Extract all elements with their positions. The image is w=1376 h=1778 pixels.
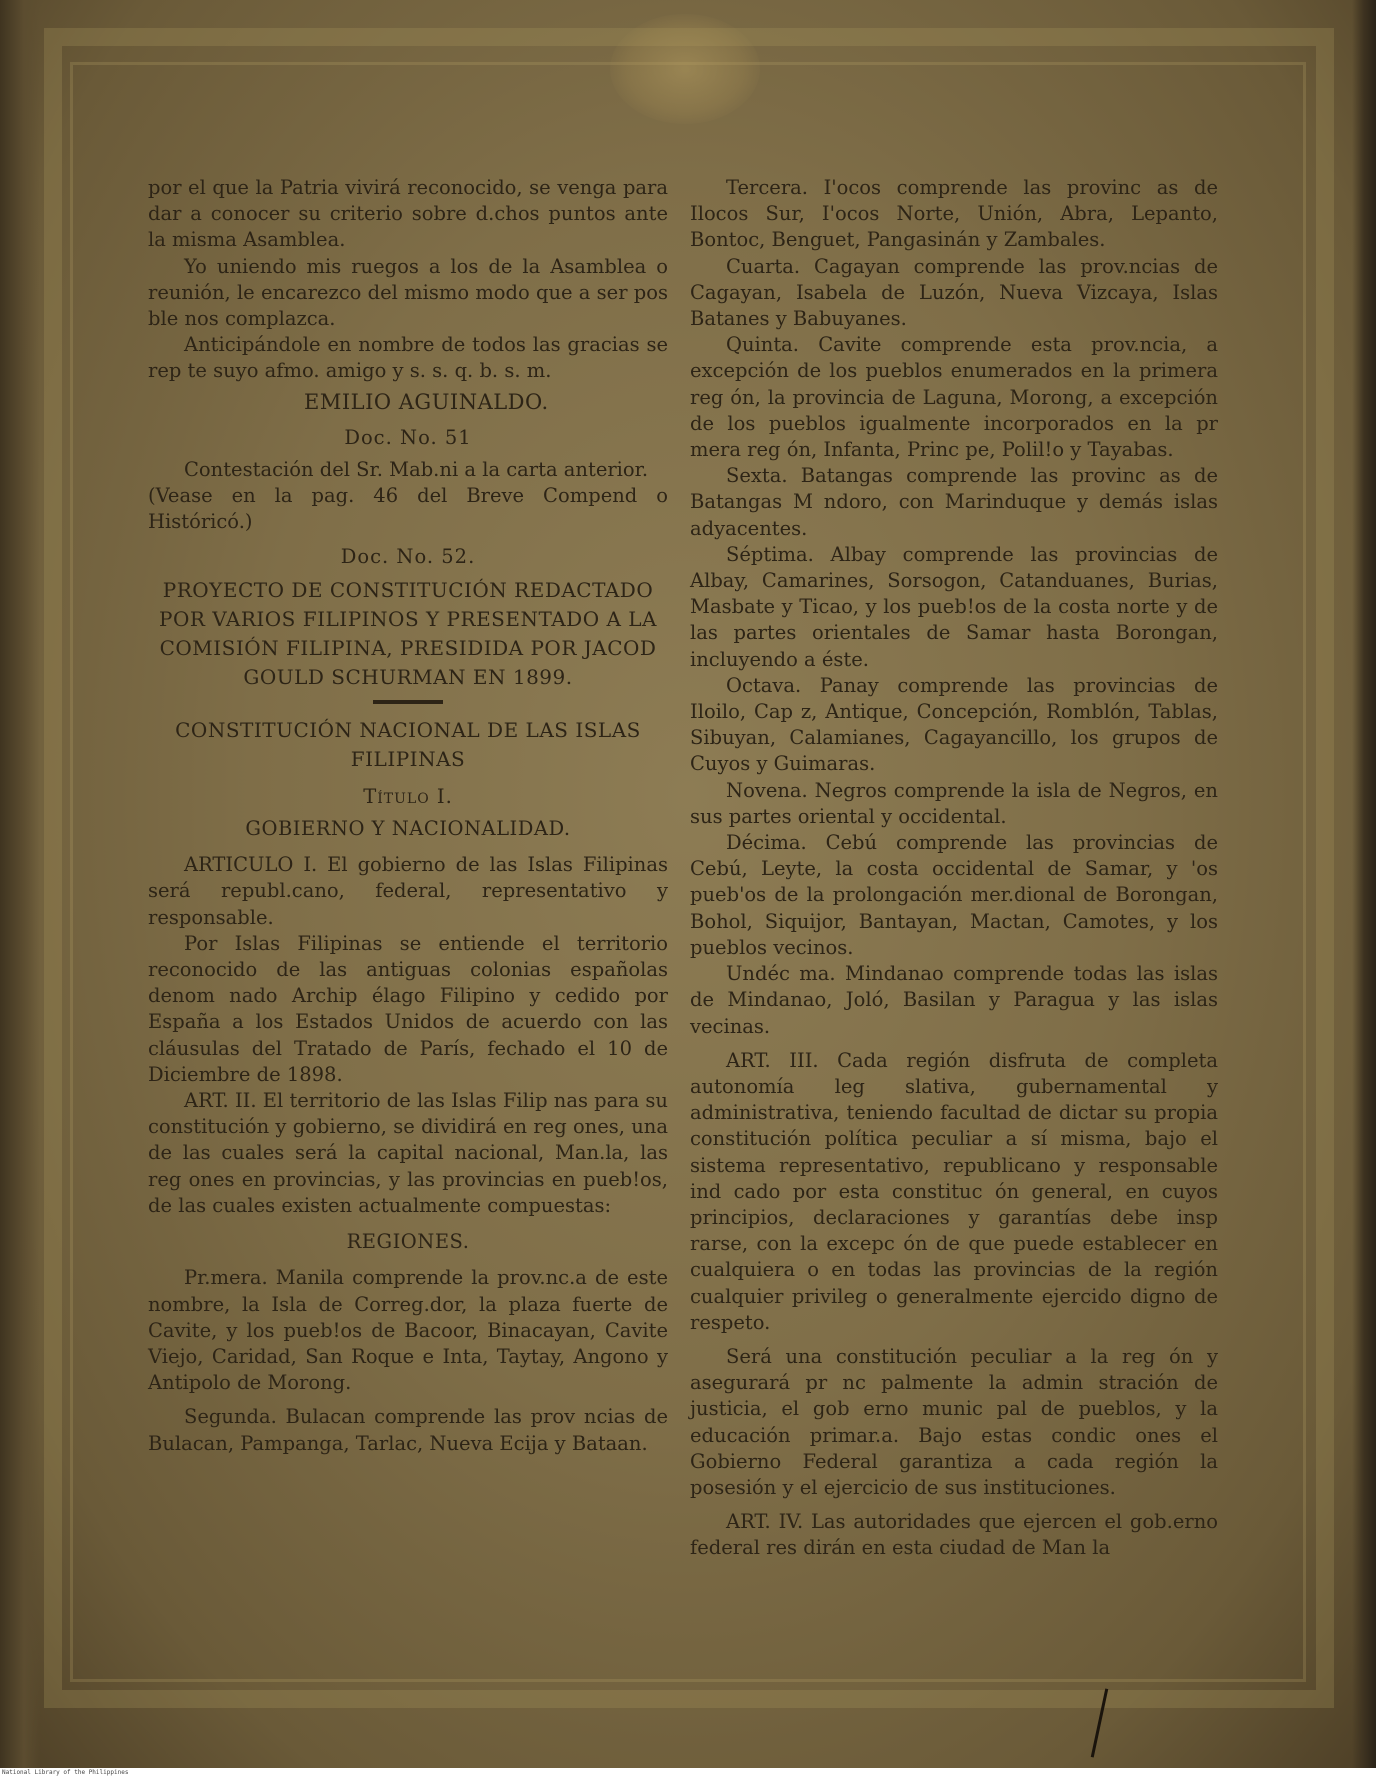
region-paragraph: Séptima. Albay comprende las provincias de Albay, Camarines, Sorsogon, Catanduanes, Burias, Masbate y Ticao, y los pueb!os de la costa norte y de las partes orientales de Samar hasta Borongan, incluyendo a éste. bbox=[690, 542, 1218, 671]
library-footer: National Library of the Philippines bbox=[0, 1768, 1376, 1778]
article: ART. IV. Las autoridades que ejercen el gob.erno federal res dirán en esta ciudad de Man la bbox=[690, 1510, 1218, 1560]
paragraph: Por Islas Filipinas se entiende el territorio reconocido de las antiguas colonias españolas denom nado Archip élago Filipino y cedido por España a los Estados Unidos de acuerdo con las cláusulas del Tratado de París, fechado el 10 de Diciembre de 1898. bbox=[148, 931, 668, 1086]
paragraph: Anticipándole en nombre de todos las gracias se rep te suyo afmo. amigo y s. s. q. b. s. m. bbox=[148, 333, 668, 383]
subheading: REGIONES. bbox=[346, 1230, 470, 1254]
reference-note: (Vease en la pag. 46 del Breve Compend o Históricó.) bbox=[148, 484, 668, 534]
region-paragraph: Décima. Cebú comprende las provincias de Cebú, Leyte, la costa occidental de Samar, y 'os pueb'os de la prolongación mer.dional de Borongan, Bohol, Siquijor, Bantayan, Mactan, Camotes, y los pueblos vecinos. bbox=[690, 831, 1218, 959]
page-shadow-right bbox=[1352, 0, 1376, 1768]
paragraph: Contestación del Sr. Mab.ni a la carta anterior. bbox=[184, 458, 649, 482]
article: ART. II. El territorio de las Islas Filip nas para su constitución y gobierno, se dividirá en reg ones, una de las cuales será la capital nacional, Man.la, las reg ones en provincias, y las provincias en pueb!os, de las cuales existen actualmente compuestas: bbox=[148, 1089, 668, 1217]
divider bbox=[373, 700, 443, 704]
region-paragraph: Sexta. Batangas comprende las provinc as de Batangas M ndoro, con Marinduque y demás islas adyacentes. bbox=[690, 464, 1218, 540]
subheading: GOBIERNO Y NACIONALIDAD. bbox=[245, 817, 571, 841]
paragraph: Será una constitución peculiar a la reg ón y asegurará pr nc palmente la admin stración de justicia, el gob erno munic pal de pueblos, y la educación primar.a. Bajo estas condic ones el Gobierno Federal garantiza a cada región la posesión y el ejercicio de sus instituciones. bbox=[690, 1344, 1218, 1499]
article: ART. III. Cada región disfruta de completa autonomía leg slativa, gubernamental y administrativa, teniendo facultad de dictar su propia constitución política peculiar a sí misma, bajo el sistema representativo, republicano y responsable ind cado por esta constituc ón general, en cuyos principios, declaraciones y garantías debe insp rarse, con la excepc ón de que puede establecer en cualquiera o en todas las provincias de la región cualquier privileg o generalmente ejercido digno de respeto. bbox=[690, 1048, 1218, 1334]
region-paragraph: Octava. Panay comprende las provincias de Iloilo, Cap z, Antique, Concepción, Romblón, Tablas, Sibuyan, Calamianes, Cagayancillo, los grupos de Cuyos y Guimaras. bbox=[690, 673, 1218, 776]
region-paragraph: Segunda. Bulacan comprende las prov ncias de Bulacan, Pampanga, Tarlac, Nueva Ecija y Bataan. bbox=[148, 1405, 668, 1455]
doc-number: Doc. No. 51 bbox=[344, 425, 472, 449]
left-column bbox=[148, 175, 668, 1457]
region-paragraph: Tercera. I'ocos comprende las provinc as de Ilocos Sur, I'ocos Norte, Unión, Abra, Lepanto, Bontoc, Benguet, Pangasinán y Zambales. bbox=[690, 176, 1218, 252]
region-paragraph: Quinta. Cavite comprende esta prov.ncia, a excepción de los pueblos enumerados en la primera reg ón, la provincia de Laguna, Morong, a excepción de los pueblos igualmente incorporados en la pr mera reg ón, Infanta, Princ pe, Polil!o y Tayabas. bbox=[690, 333, 1218, 462]
constitution-title: CONSTITUCIÓN NACIONAL DE LAS ISLAS FILIPINAS bbox=[175, 717, 641, 771]
paragraph: por el que la Patria vivirá reconocido, se venga para dar a conocer su criterio sobre d.chos puntos ante la misma Asamblea. bbox=[148, 176, 668, 252]
signature: EMILIO AGUINALDO. bbox=[304, 389, 549, 414]
page-shadow-left bbox=[0, 0, 40, 1768]
section-title: PROYECTO DE CONSTITUCIÓN REDACTADO POR VARIOS FILIPINOS Y PRESENTADO A LA COMISIÓN FILIPINA, PRESIDIDA POR JACOD GOULD SCHURMAN EN 1899. bbox=[159, 577, 657, 689]
doc-number: Doc. No. 52. bbox=[340, 544, 476, 568]
region-paragraph: Pr.mera. Manila comprende la prov.nc.a de este nombre, la Isla de Correg.dor, la plaza fuerte de Cavite, y los pueb!os de Bacoor, Binacayan, Cavite Viejo, Caridad, San Roque e Inta, Taytay, Angono y Antipolo de Morong. bbox=[148, 1266, 668, 1395]
article: ARTICULO I. El gobierno de las Islas Filipinas será republ.cano, federal, representativo y responsable. bbox=[148, 853, 668, 929]
region-paragraph: Undéc ma. Mindanao comprende todas las islas de Mindanao, Joló, Basilan y Paragua y las islas vecinas. bbox=[690, 962, 1218, 1038]
title-heading: Título I. bbox=[363, 784, 453, 808]
portrait-medallion bbox=[610, 14, 760, 124]
region-paragraph: Cuarta. Cagayan comprende las prov.ncias de Cagayan, Isabela de Luzón, Nueva Vizcaya, Islas Batanes y Babuyanes. bbox=[690, 254, 1218, 331]
right-column bbox=[690, 175, 1218, 1562]
paragraph: Yo uniendo mis ruegos a los de la Asamblea o reunión, le encarezco del mismo modo que a ser pos ble nos complazca. bbox=[148, 254, 668, 331]
region-paragraph: Novena. Negros comprende la isla de Negros, en sus partes oriental y occidental. bbox=[690, 778, 1218, 828]
